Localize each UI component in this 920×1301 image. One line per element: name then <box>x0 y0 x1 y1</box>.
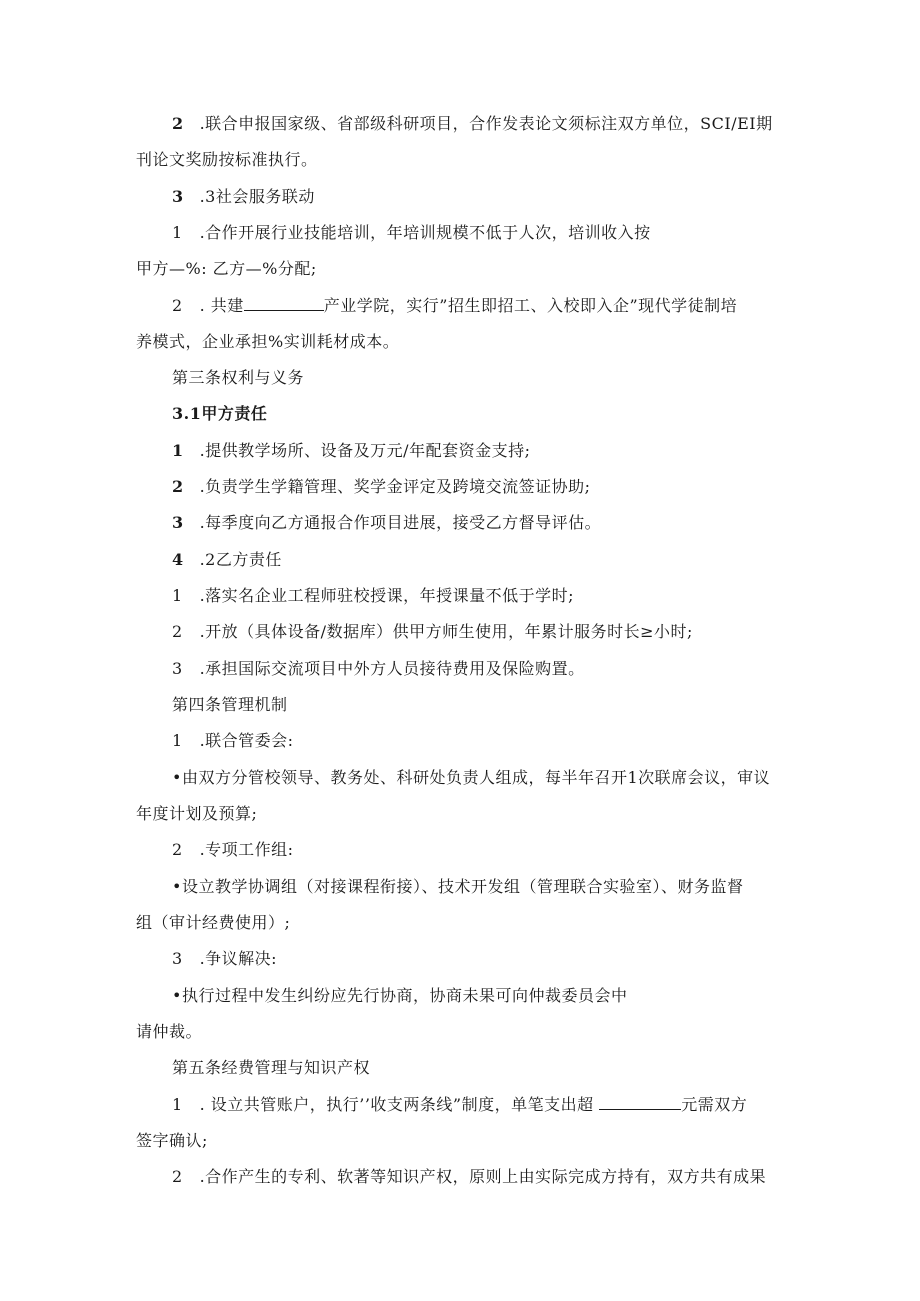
paragraph-line <box>136 1022 202 1042</box>
line-text: .合作产生的专利、软著等知识产权，原则上由实际完成方持有，双方共有成果 <box>194 1167 767 1186</box>
item-number: 3 <box>172 949 183 968</box>
line-text: .负责学生学籍管理、奖学金评定及跨境交流签证协助; <box>194 477 591 496</box>
line-text: •执行过程中发生纠纷应先行协商，协商未果可向仲裁委员会中 <box>172 986 628 1005</box>
line-text: 组（审计经费使用）; <box>136 913 291 932</box>
line-text: .提供教学场所、设备及万元/年配套资金支持; <box>194 441 531 460</box>
line-text: 第四条管理机制 <box>172 695 288 714</box>
article-heading <box>172 1058 370 1078</box>
line-text: 第三条权利与义务 <box>172 368 305 387</box>
paragraph-line <box>172 1095 747 1115</box>
line-text: 元需双方 <box>681 1095 748 1114</box>
item-number: 3 <box>172 187 184 206</box>
line-text: 甲方—%: 乙方—%分配; <box>136 259 317 278</box>
item-number: 1 <box>172 223 183 242</box>
article-heading <box>172 695 288 715</box>
paragraph-line <box>172 513 601 533</box>
item-number: 1 <box>172 731 183 750</box>
item-number: 1 <box>172 586 183 605</box>
paragraph-line <box>172 949 277 969</box>
bullet-line <box>172 986 627 1006</box>
section-heading <box>172 187 315 207</box>
section-heading <box>172 550 282 570</box>
line-text: .每季度向乙方通报合作项目进展，接受乙方督导评估。 <box>194 513 602 532</box>
paragraph-line <box>172 586 574 606</box>
line-text: .联合申报国家级、省部级科研项目，合作发表论文须标注双方单位，SCI/EI期 <box>194 114 773 133</box>
paragraph-line <box>136 913 290 933</box>
paragraph-line <box>172 223 651 243</box>
line-text: .3社会服务联动 <box>194 187 315 206</box>
item-number: 2 <box>172 1167 183 1186</box>
article-heading <box>172 368 304 388</box>
line-text: . 共建 <box>194 296 244 315</box>
line-text: •设立教学协调组（对接课程衔接）、技术开发组（管理联合实验室）、财务监督 <box>172 877 744 896</box>
item-number: 3 <box>172 513 184 532</box>
paragraph-line <box>172 622 693 642</box>
paragraph-line <box>172 296 737 316</box>
item-number: 1 <box>172 1095 183 1114</box>
line-text: .开放（具体设备/数据库）供甲方师生使用，年累计服务时长≥小时; <box>194 622 693 641</box>
line-text: •由双方分管校领导、教务处、科研处负责人组成，每半年召开1次联席会议，审议 <box>172 768 771 787</box>
paragraph-line <box>136 150 318 170</box>
line-text: 签字确认; <box>136 1131 208 1150</box>
line-text: 请仲裁。 <box>136 1022 203 1041</box>
item-number: 4 <box>172 550 184 569</box>
section-heading <box>172 404 267 424</box>
item-number: 2 <box>172 840 183 859</box>
line-text: .落实名企业工程师驻校授课，年授课量不低于学时; <box>194 586 575 605</box>
line-text: 刊论文奖励按标准执行。 <box>136 150 318 169</box>
item-number: 3 <box>172 659 183 678</box>
line-text: .合作开展行业技能培训，年培训规模不低于人次，培训收入按 <box>194 223 651 242</box>
line-text: .承担国际交流项目中外方人员接待费用及保险购置。 <box>194 659 585 678</box>
line-text: .专项工作组: <box>194 840 294 859</box>
item-number: 2 <box>172 114 184 133</box>
paragraph-line <box>136 804 257 824</box>
item-number: 2 <box>172 296 183 315</box>
line-text: . 设立共管账户，执行’’收支两条线”制度，单笔支出超 <box>194 1095 600 1114</box>
fill-in-blank <box>599 1095 681 1110</box>
bullet-line <box>172 877 743 897</box>
paragraph-line <box>172 659 585 679</box>
item-number: 2 <box>172 622 183 641</box>
line-text: .联合管委会: <box>194 731 294 750</box>
paragraph-line <box>172 441 530 461</box>
line-text: 养模式，企业承担%实训耗材成本。 <box>136 332 400 351</box>
paragraph-line <box>172 731 294 751</box>
line-text: 3.1甲方责任 <box>172 404 268 423</box>
paragraph-line <box>136 332 399 352</box>
paragraph-line <box>136 259 317 279</box>
paragraph-line <box>172 114 773 134</box>
paragraph-line <box>172 1167 766 1187</box>
line-text: .争议解决: <box>194 949 278 968</box>
item-number: 2 <box>172 477 184 496</box>
line-text: 第五条经费管理与知识产权 <box>172 1058 371 1077</box>
paragraph-line <box>172 840 294 860</box>
line-text: 年度计划及预算; <box>136 804 258 823</box>
paragraph-line <box>172 477 591 497</box>
fill-in-blank <box>244 296 324 311</box>
line-text: 产业学院，实行”招生即招工、入校即入企”现代学徒制培 <box>323 296 738 315</box>
item-number: 1 <box>172 441 184 460</box>
line-text: .2乙方责任 <box>194 550 282 569</box>
bullet-line <box>172 768 770 788</box>
paragraph-line <box>136 1131 208 1151</box>
